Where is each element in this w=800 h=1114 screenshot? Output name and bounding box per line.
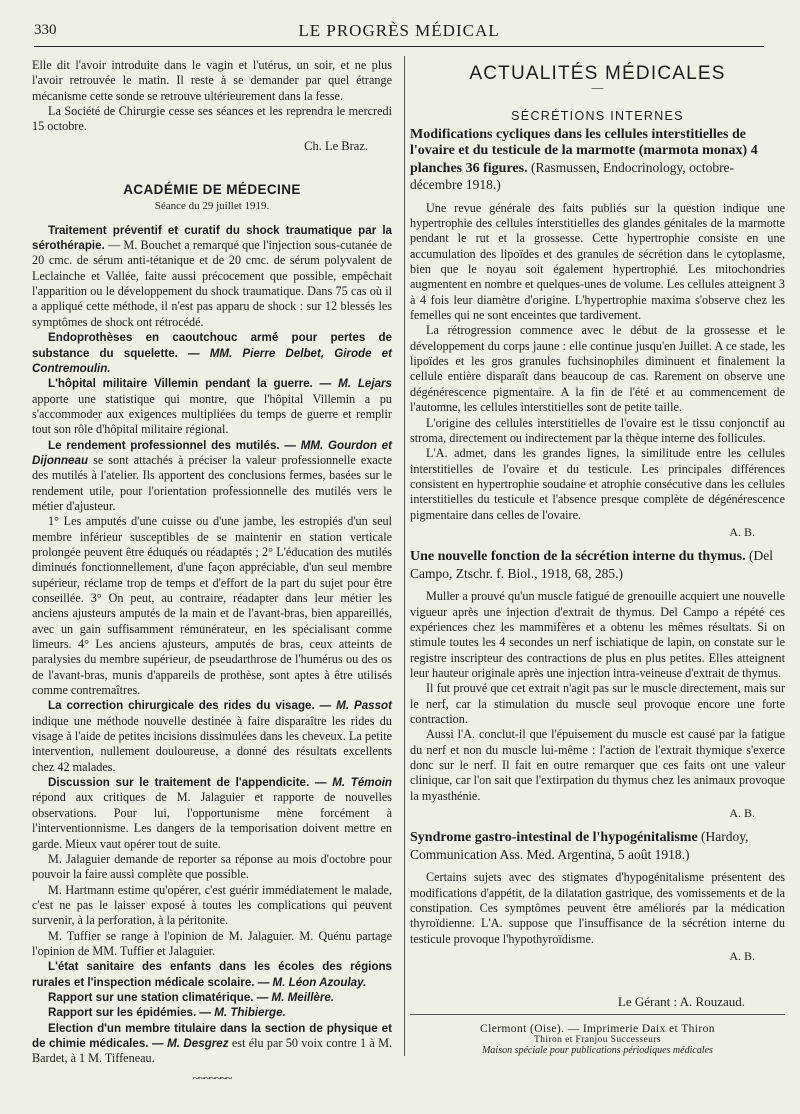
item-text: est élu par 50 voix contre 1 à M. Bardet, à 1 M. Tiffeneau. (32, 1035, 392, 1066)
article (410, 548, 785, 821)
academy-item (32, 852, 392, 883)
item-text: M. Tuffier se range à l'opinion de M. Jalaguier. M. Quénu partage l'opinion de MM. Tuffier et Jalaguier. (32, 928, 392, 958)
printer-specialty: Maison spéciale pour publications périodiques médicales (482, 1045, 713, 1056)
item-title: L'état sanitaire des enfants dans les écoles des régions rurales et l'inspection médicale scolaire. (32, 960, 392, 989)
article-heading (410, 829, 785, 864)
item-text: répond aux critiques de M. Jalaguier et rapporte de nouvelles observations. Pour lui, l'opportunisme mène forcément à l'interventionnisme. Les dangers de la temporisation doivent mettre en garde. Mieux vaut opérer tout de suite. (32, 790, 392, 851)
item-text: se sont attachés à préciser la valeur professionnelle exacte des mutilés à l'atelier. Ils apportent des conclusions fermes, basées sur le rendement utile, pour l'orientation professionnelle des mutilés vers le métier d'ajusteur. (32, 452, 392, 513)
article-paragraph: Une revue générale des faits publiés sur la question indique une hypertrophie des cellules interstitielles des glandes génitales de la marmotte pendant le rut et la grossesse. Cette hypertrophie consiste en une accumulation des lipoïdes et des granules de sécrétion dans le cytoplasme, bien que le noyau soit également hypertrophié. Les mitochondries augmentent en nombre et quelques-unes de volume. Les cellules atteignent 3 à 4 fois leur diamètre d'origine. L'hypertrophie maxima s'observe chez les femelles qui ne sont enceintes que tardivement. (410, 200, 785, 323)
subsection-title: SÉCRÉTIONS INTERNES (511, 109, 684, 124)
intro-paragraph: La Société de Chirurgie cesse ses séances et les reprendra le mercredi 15 octobre. (32, 104, 392, 134)
article-reference: (Del Campo, Ztschr. f. Biol., 1918, 68, 285.) (410, 548, 773, 581)
article-paragraph: Aussi l'A. conclut-il que l'épuisement du muscle est causé par la fatigue du nerf et non du muscle lui-même : l'action de l'extrait thymique s'exerce donc sur le nerf. Il fait en outre remarquer que ces faits ont une valeur clinique, car l'on sait que l'extirpation du thymus chez les animaux provoque la myasthénie. (410, 727, 785, 803)
page-header (34, 20, 764, 47)
academy-item (32, 438, 392, 515)
item-title: Traitement préventif et curatif du shock traumatique par la sérothérapie. (32, 223, 392, 253)
ornament: ~~~~~~~ (192, 1070, 232, 1085)
article-paragraph: Certains sujets avec des stigmates d'hypogénitalisme présentent des modifications d'appétit, de la dilatation gastrique, des vomissements et de la constipation. Ces symptômes peuvent être améliorés par la médication thyroïdienne. L'A. suppose que l'insuffisance de la sécrétion interne du testicule provoque l'hypothyroïdisme. (410, 870, 785, 946)
article (410, 829, 785, 964)
academy-item (32, 775, 392, 852)
academy-item (32, 698, 392, 775)
item-authors: — M. Thibierge. (196, 1006, 286, 1020)
academy-item (32, 223, 392, 330)
item-authors: — M. Desgrez (148, 1036, 229, 1050)
item-authors: — MM. Gourdon et Dijonneau (32, 438, 392, 467)
article (410, 127, 785, 541)
article-signature: A. B. (729, 949, 755, 964)
printer-line: Clermont (Oise). — Imprimerie Daix et Thiron (480, 1023, 715, 1035)
right-column (410, 58, 785, 972)
item-title: Endoprothèses en caoutchouc armé pour pertes de substance du squelette. (32, 331, 392, 360)
article-paragraph: L'A. admet, dans les grandes lignes, la similitude entre les cellules interstitielles de l'ovaire et du testicule. Les principales différences consistent en hypertrophie soudaine et atrophie consécutive dans les cellules interstitielles du testicule et l'absence presque complète de dégénérescence pigmentaire dans celles de l'ovaire. (410, 446, 785, 522)
article-title: Syndrome gastro-intestinal de l'hypogénitalisme (410, 830, 698, 846)
item-authors: — M. Lejars (312, 377, 392, 391)
academy-item (32, 990, 392, 1005)
article-paragraph: Muller a prouvé qu'un muscle fatigué de grenouille acquiert une nouvelle vigueur après une injection d'extrait de thymus. Del Campo a répété ces expériences chez les mammifères et a obtenu les mêmes résultats. Si on stimule toutes les 4 secondes un nerf ischiatique de lapin, on constate sur le registre inscripteur des contractions de plus en plus petites. Elles atteignent leur hauteur originale après une injection intra-veineuse d'extrait de thymus. (410, 589, 785, 680)
item-authors: — M. Passot (314, 699, 393, 713)
academy-item (32, 883, 392, 929)
page-footer (410, 994, 785, 1056)
intro-paragraph: Elle dit l'avoir introduite dans le vagin et l'utérus, un soir, et ne plus l'avoir retrouvée le matin. Il reste à se demander par quel étrange mécanisme cette sonde se retrouve ultérieurement dans la fesse. (32, 58, 392, 103)
article-paragraph: La rétrogression commence avec le début de la grossesse et le développement du corps jaune : elle continue jusqu'en Juillet. A ce stade, les lipoïdes et les gros granules fuchsinophiles diminuent et finalement la cellule entière disparaît dans beaucoup de cas. Rarement on observe une dégénérescence pigmentaire. A la fin de l'été et au commencement de l'automne, les cellules interstitielles sont de petite taille. (410, 323, 785, 415)
section-dash: — (591, 80, 604, 95)
item-title: Le rendement professionnel des mutilés. (48, 438, 280, 452)
academy-item (32, 330, 392, 376)
column-divider (404, 56, 405, 1056)
item-authors: — M. Témoin (309, 776, 393, 790)
printer-successors: Thiron et Franjou Successeurs (534, 1035, 661, 1045)
item-authors: — M. Léon Azoulay. (254, 975, 367, 989)
academy-items (32, 223, 392, 1067)
item-text: 1° Les amputés d'une cuisse ou d'une jambe, les estropiés d'un seul membre inférieur susceptibles de se maintenir en station verticale prolongée peuvent être éduqués ou réadaptés ; 2° L'éducation des mutilés diminués fonctionnellement, d'une façon appréciable, d'un seul membre supérieur, réclame trop de temps et d'effort de la part du sujet pour être conseillée. 3° On peut, au contraire, réadapter dans leur métier les anciens ajusteurs amputés de la main et de l'avant-bras, bien appareillés, avec un gain suffisamment rémunérateur, en les spécialisant comme limeurs. 4° Les anciens ajusteurs, amputés de bras, ceux atteints de paralysies du membre supérieur, de pseudarthrose de l'humérus ou des os de l'avant-bras, munis d'appareils de prothèse, sont aptes à être utilisés comme contremaîtres. (32, 514, 392, 698)
item-title: L'hôpital militaire Villemin pendant la guerre. (48, 377, 313, 391)
academy-item (32, 376, 392, 437)
item-text: apporte une statistique qui montre, que l'hôpital Villemin a pu s'accommoder aux exigences multipliées du temps de guerre et remplir tout son rôle d'hôpital militaire régional. (32, 391, 392, 437)
article-title: Une nouvelle fonction de la sécrétion interne du thymus. (410, 549, 746, 565)
article-signature: A. B. (729, 524, 755, 539)
article-reference: (Hardoy, Communication Ass. Med. Argentina, 5 août 1918.) (410, 829, 749, 862)
academy-item (32, 959, 392, 990)
article-title: Modifications cycliques dans les cellules interstitielles de l'ovaire et du testicule de la marmotte (marmota monax) 4 planches 36 figures. (410, 126, 758, 176)
item-title: Discussion sur le traitement de l'appendicite. (48, 776, 310, 790)
session-date: Séance du 29 juillet 1919. (154, 200, 270, 213)
item-authors: — MM. Pierre Delbet, Girode et Contremoulin. (32, 346, 392, 375)
article-paragraph: Il fut prouvé que cet extrait n'agit pas sur le muscle directement, mais sur le nerf, car la stimulation du muscle seul provoque encore une forte contraction. (410, 681, 785, 726)
academy-item (32, 1005, 392, 1020)
journal-title: LE PROGRÈS MÉDICAL (298, 21, 500, 40)
item-title: La correction chirurgicale des rides du visage. (48, 699, 315, 713)
signature: Ch. Le Braz. (304, 138, 368, 153)
item-title: Rapport sur les épidémies. (48, 1006, 197, 1020)
item-text: M. Jalaguier demande de reporter sa réponse au mois d'octobre pour pouvoir la faire aussi complète que possible. (32, 851, 392, 882)
academy-item (32, 1021, 392, 1067)
article-reference: (Rasmussen, Endocrinology, octobre-décembre 1918.) (410, 159, 735, 193)
article-heading (410, 127, 785, 195)
section-title: ACTUALITÉS MÉDICALES (469, 63, 726, 84)
item-title: Election d'un membre titulaire dans la section de physique et de chimie médicales. (32, 1021, 392, 1050)
gerant-line: Le Gérant : A. Rouzaud. (410, 994, 785, 1015)
article-paragraph: L'origine des cellules interstitielles de l'ovaire est le tissu conjonctif au stroma, directement ou indirectement par la thèque interne des follicules. (410, 415, 785, 445)
articles (410, 127, 785, 965)
page-number: 330 (34, 22, 57, 38)
item-text: — M. Bouchet a remarqué que l'injection sous-cutanée de 20 cmc. de sérum anti-tétanique et de 20 cmc. de sérum polyvalent de Leclainche et Vallée, faite aussi précocement que possible, empêchait l'apparition ou le développement du shock traumatique. Dans 75 cas où il a appliqué cette méthode, il n'est pas apparu de shock : sur 12 blessés les symptômes de shock ont rétrocédé. (32, 238, 392, 329)
article-heading (410, 548, 785, 583)
article-signature: A. B. (729, 806, 755, 821)
item-title: Rapport sur une station climatérique. (48, 990, 254, 1004)
left-column (32, 58, 392, 1086)
item-text: indique une méthode nouvelle destinée à faire disparaître les rides du visage à l'aide de petites incisions dissimulées dans les cheveux. La petite intervention, nullement douloureuse, a donné des résultats excellents chez 42 malades. (32, 713, 392, 774)
academy-heading: ACADÉMIE DE MÉDECINE (123, 182, 301, 198)
academy-item (32, 514, 392, 698)
item-text: M. Hartmann estime qu'opérer, c'est guérir immédiatement le malade, c'est ne pas le laisser exposé à toutes les complications qui peuvent survenir, à la perforation, à la péritonite. (32, 882, 392, 928)
item-authors: — M. Meillère. (253, 990, 335, 1004)
academy-item (32, 929, 392, 960)
